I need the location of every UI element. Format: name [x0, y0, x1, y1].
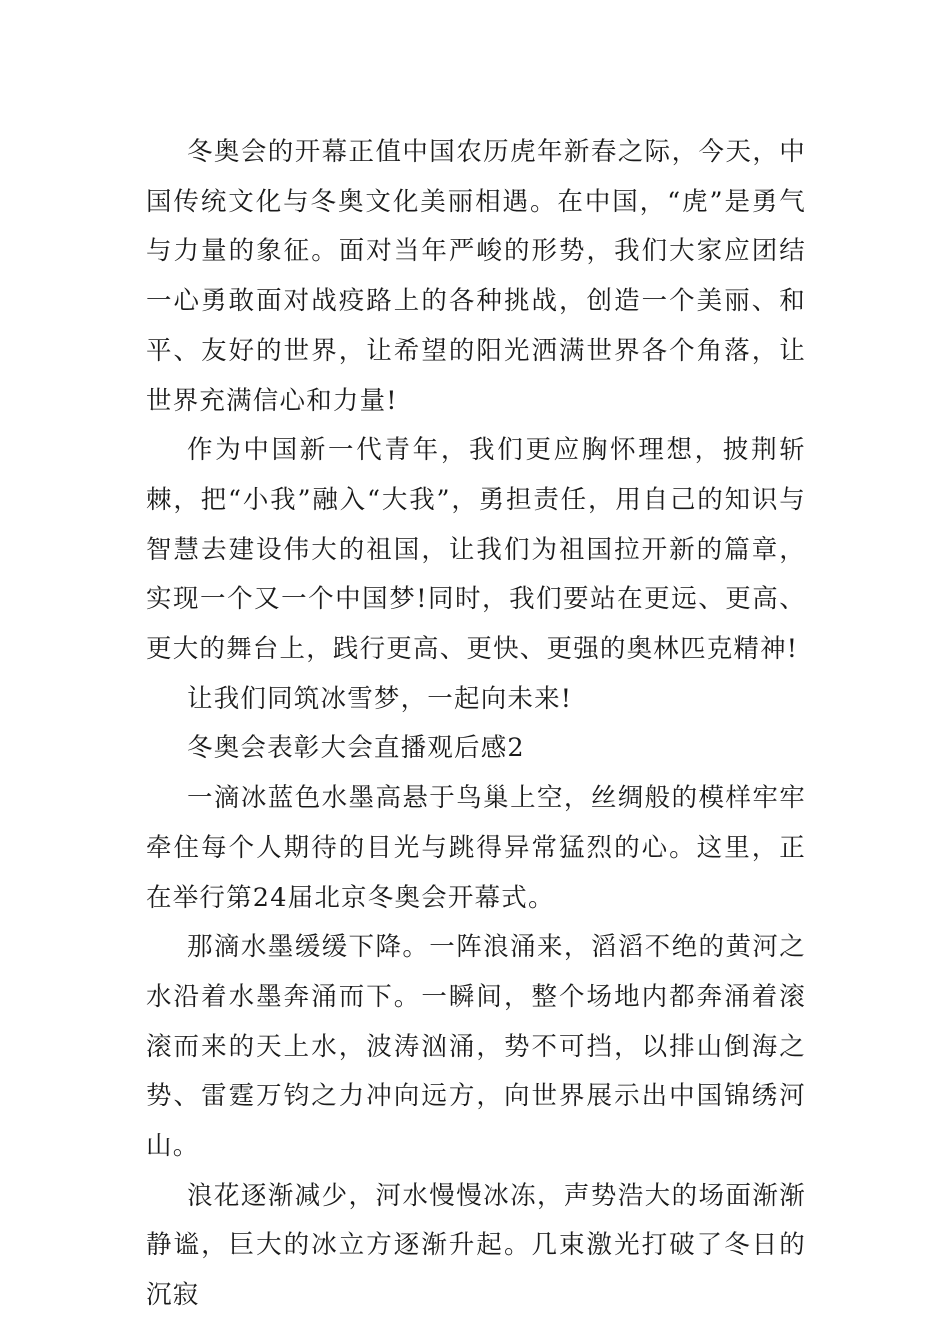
- paragraph-4: 一滴冰蓝色水墨高悬于鸟巢上空，丝绸般的模样牢牢牵住每个人期待的目光与跳得异常猛烈的心。这里，正在举行第24届北京冬奥会开幕式。: [146, 783, 806, 913]
- section-heading: 冬奥会表彰大会直播观后感2: [187, 733, 525, 764]
- paragraph-3: 让我们同筑冰雪梦，一起向未来!: [187, 683, 573, 714]
- paragraph-2: 作为中国新一代青年，我们更应胸怀理想，披荆斩棘，把“小我”融入“大我”，勇担责任，用自己的知识与智慧去建设伟大的祖国，让我们为祖国拉开新的篇章，实现一个又一个中国梦!同时，我们要站在更远、更高、更大的舞台上，践行更高、更快、更强的奥林匹克精神!: [146, 435, 806, 665]
- paragraph-6: 浪花逐渐减少，河水慢慢冰冻，声势浩大的场面渐渐静谧，巨大的冰立方逐渐升起。几束激光打破了冬日的沉寂: [146, 1180, 806, 1311]
- paragraph-5: 那滴水墨缓缓下降。一阵浪涌来，滔滔不绝的黄河之水沿着水墨奔涌而下。一瞬间，整个场地内都奔涌着滚滚而来的天上水，波涛汹涌，势不可挡，以排山倒海之势、雷霆万钧之力冲向远方，向世界展示出中国锦绣河山。: [146, 932, 806, 1162]
- document-body: [146, 128, 806, 1321]
- paragraph-1: 冬奥会的开幕正值中国农历虎年新春之际，今天，中国传统文化与冬奥文化美丽相遇。在中国，“虎”是勇气与力量的象征。面对当年严峻的形势，我们大家应团结一心勇敢面对战疫路上的各种挑战，创造一个美丽、和平、友好的世界，让希望的阳光洒满世界各个角落，让世界充满信心和力量!: [146, 137, 806, 416]
